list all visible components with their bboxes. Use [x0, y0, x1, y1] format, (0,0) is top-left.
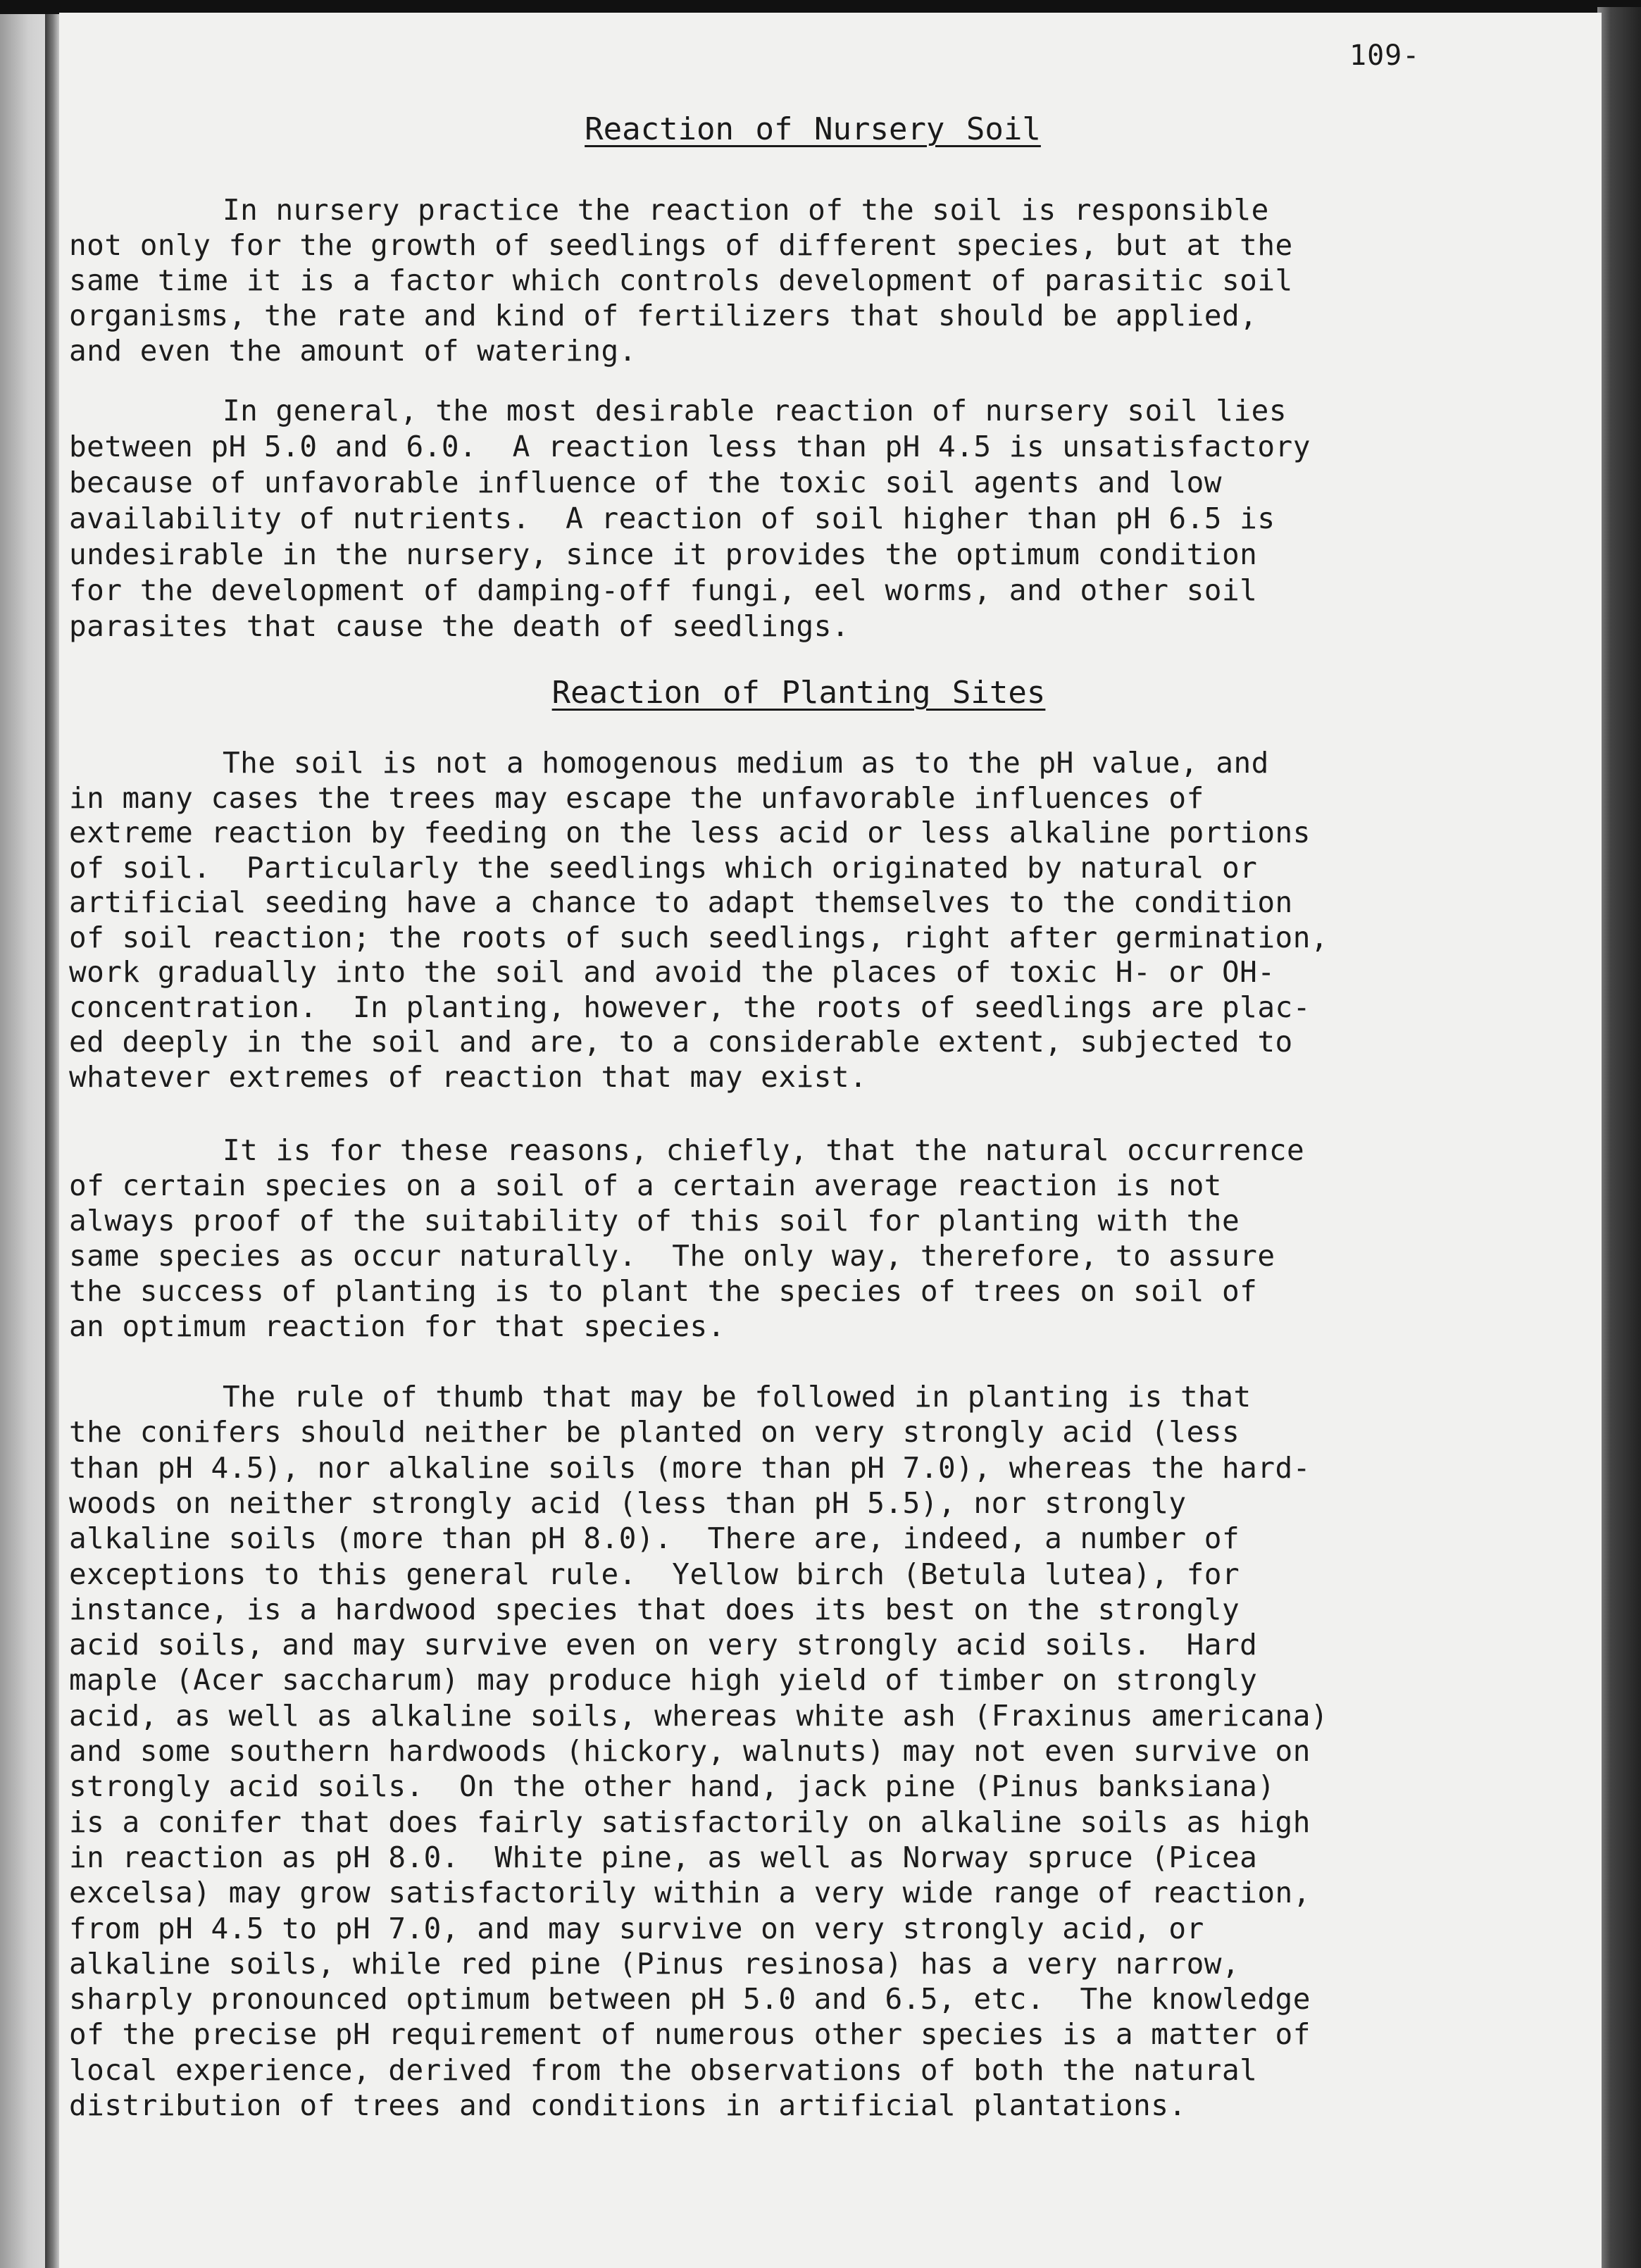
text-line: whatever extremes of reaction that may exist. — [69, 1059, 868, 1094]
text-line: It is for these reasons, chiefly, that the natural occurrence — [223, 1133, 1305, 1167]
text-line: local experience, derived from the observations of both the natural — [69, 2052, 1258, 2087]
text-line: not only for the growth of seedlings of different species, but at the — [69, 228, 1293, 262]
book-spine — [45, 14, 61, 2268]
document-page — [59, 13, 1602, 2268]
text-line: always proof of the suitability of this soil for planting with the — [69, 1204, 1240, 1238]
text-line: in many cases the trees may escape the unfavorable influences of — [69, 780, 1204, 815]
heading-nursery-soil: Reaction of Nursery Soil — [585, 111, 1041, 147]
text-line: In nursery practice the reaction of the soil is responsible — [223, 193, 1269, 227]
text-line: undesirable in the nursery, since it provides the optimum condition — [69, 537, 1258, 571]
text-line: concentration. In planting, however, the roots of seedlings are plac- — [69, 990, 1311, 1024]
text-line: for the development of damping-off fungi, eel worms, and other soil — [69, 573, 1258, 607]
text-line: excelsa) may grow satisfactorily within a very wide range of reaction, — [69, 1876, 1311, 1910]
page-number: 109- — [1349, 39, 1421, 72]
text-line: the conifers should neither be planted on very strongly acid (less — [69, 1415, 1240, 1450]
text-line: work gradually into the soil and avoid the places of toxic H- or OH- — [69, 955, 1275, 989]
text-line: an optimum reaction for that species. — [69, 1309, 725, 1343]
text-line: from pH 4.5 to pH 7.0, and may survive on very strongly acid, or — [69, 1911, 1204, 1945]
text-line: alkaline soils, while red pine (Pinus resinosa) has a very narrow, — [69, 1946, 1240, 1981]
text-line: of certain species on a soil of a certain average reaction is not — [69, 1169, 1222, 1202]
text-line: of soil. Particularly the seedlings which originated by natural or — [69, 850, 1258, 885]
text-line: sharply pronounced optimum between pH 5.0 and 6.5, etc. The knowledge — [69, 1982, 1311, 2017]
text-line: same species as occur naturally. The only way, therefore, to assure — [69, 1239, 1275, 1273]
text-line: distribution of trees and conditions in artificial plantations. — [69, 2088, 1187, 2122]
text-line: strongly acid soils. On the other hand, jack pine (Pinus banksiana) — [69, 1769, 1275, 1804]
text-line: availability of nutrients. A reaction of soil higher than pH 6.5 is — [69, 501, 1275, 535]
text-line: organisms, the rate and kind of fertilizers that should be applied, — [69, 299, 1258, 332]
text-line: of the precise pH requirement of numerous other species is a matter of — [69, 2017, 1311, 2052]
text-line: In general, the most desirable reaction of nursery soil lies — [223, 394, 1287, 428]
text-line: in reaction as pH 8.0. White pine, as well as Norway spruce (Picea — [69, 1840, 1258, 1874]
text-line: parasites that cause the death of seedlings. — [69, 609, 850, 643]
text-line: The soil is not a homogenous medium as to the pH value, and — [223, 746, 1269, 780]
text-line: because of unfavorable influence of the toxic soil agents and low — [69, 466, 1222, 499]
text-line: exceptions to this general rule. Yellow birch (Betula lutea), for — [69, 1557, 1240, 1591]
text-line: alkaline soils (more than pH 8.0). There are, indeed, a number of — [69, 1521, 1240, 1556]
heading-planting-sites: Reaction of Planting Sites — [551, 675, 1046, 711]
text-line: acid, as well as alkaline soils, whereas white ash (Fraxinus americana) — [69, 1698, 1329, 1733]
text-line: the success of planting is to plant the species of trees on soil of — [69, 1274, 1258, 1308]
text-line: than pH 4.5), nor alkaline soils (more than pH 7.0), whereas the hard- — [69, 1450, 1311, 1485]
text-line: acid soils, and may survive even on very strongly acid soils. Hard — [69, 1628, 1258, 1662]
text-line: and some southern hardwoods (hickory, walnuts) may not even survive on — [69, 1734, 1311, 1768]
text-line: ed deeply in the soil and are, to a considerable extent, subjected to — [69, 1025, 1293, 1059]
text-line: woods on neither strongly acid (less than pH 5.5), nor strongly — [69, 1485, 1187, 1520]
facing-page-edge — [0, 14, 52, 2268]
text-line: artificial seeding have a chance to adapt themselves to the condition — [69, 885, 1293, 919]
text-line: extreme reaction by feeding on the less acid or less alkaline portions — [69, 816, 1311, 849]
text-line: and even the amount of watering. — [69, 334, 637, 368]
text-line: is a conifer that does fairly satisfactorily on alkaline soils as high — [69, 1805, 1311, 1839]
text-line: same time it is a factor which controls development of parasitic soil — [69, 263, 1293, 297]
page-right-edge — [1597, 7, 1641, 2268]
text-line: maple (Acer saccharum) may produce high yield of timber on strongly — [69, 1663, 1258, 1697]
text-line: The rule of thumb that may be followed in planting is that — [223, 1380, 1252, 1414]
text-line: instance, is a hardwood species that does its best on the strongly — [69, 1592, 1240, 1626]
text-line: between pH 5.0 and 6.0. A reaction less than pH 4.5 is unsatisfactory — [69, 430, 1311, 463]
text-line: of soil reaction; the roots of such seedlings, right after germination, — [69, 920, 1329, 954]
